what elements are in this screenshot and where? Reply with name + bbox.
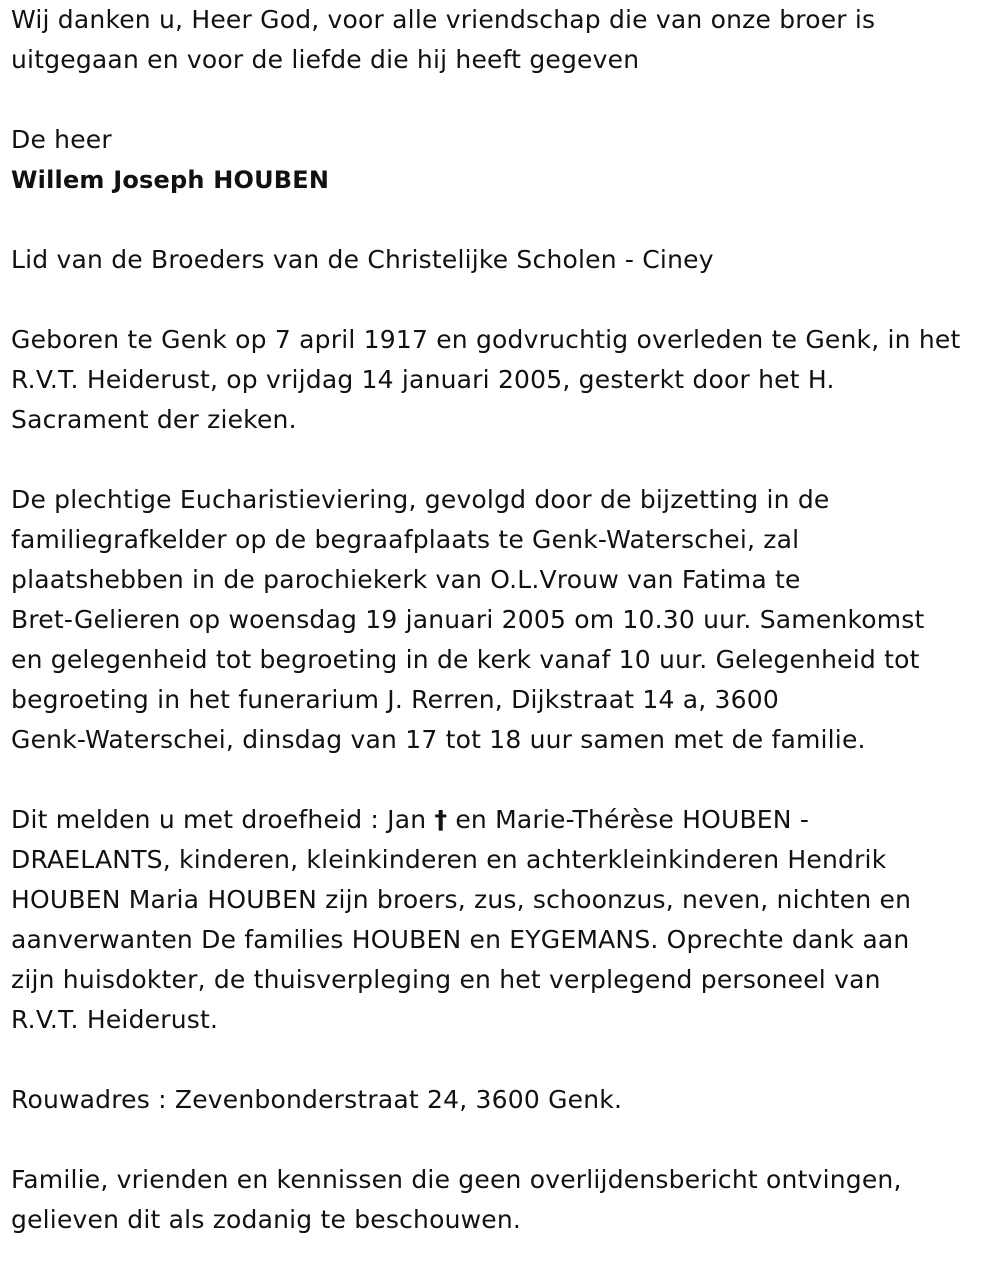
mourning-address: Rouwadres : Zevenbonderstraat 24, 3600 Genk. [11,1085,623,1114]
closing-paragraph [11,1160,991,1240]
ceremony-line: Genk-Waterschei, dinsdag van 17 tot 18 uur samen met de familie. [11,725,866,754]
opening-line: uitgegaan en voor de liefde die hij heeft gegeven [11,45,640,74]
membership-line: Lid van de Broeders van de Christelijke Scholen - Ciney [11,245,714,274]
announcement-text: en Marie-Thérèse HOUBEN - [455,805,810,834]
obituary-document [11,0,991,1240]
announcement-line [11,800,991,840]
birth-death-line: Sacrament der zieken. [11,405,297,434]
birth-death-line: R.V.T. Heiderust, op vrijdag 14 januari 2005, gesterkt door het H. [11,365,835,394]
opening-line: Wij danken u, Heer God, voor alle vriendschap die van onze broer is [11,5,876,34]
announcement-line: zijn huisdokter, de thuisverpleging en het verplegend personeel van [11,965,881,994]
announcement-text: Dit melden u met droefheid : Jan [11,805,427,834]
ceremony-line: familiegrafkelder op de begraafplaats te Genk-Waterschei, zal [11,525,800,554]
salutation: De heer [11,125,112,154]
announcement-line: aanverwanten De families HOUBEN en EYGEMANS. Oprechte dank aan [11,925,910,954]
paragraph-gap [11,200,991,240]
cross-icon: † [434,805,448,834]
announcement-line: DRAELANTS, kinderen, kleinkinderen en achterkleinkinderen Hendrik [11,845,887,874]
paragraph-gap [11,1040,991,1080]
closing-line: Familie, vrienden en kennissen die geen overlijdensbericht ontvingen, [11,1165,902,1194]
ceremony-line: De plechtige Eucharistieviering, gevolgd door de bijzetting in de [11,485,830,514]
paragraph-gap [11,280,991,320]
announcement-line: HOUBEN Maria HOUBEN zijn broers, zus, schoonzus, neven, nichten en [11,885,912,914]
ceremony-line: begroeting in het funerarium J. Rerren, Dijkstraat 14 a, 3600 [11,685,779,714]
birth-death-paragraph [11,320,991,440]
ceremony-paragraph [11,480,991,760]
announcement-line: R.V.T. Heiderust. [11,1005,219,1034]
paragraph-gap [11,1120,991,1160]
paragraph-gap [11,440,991,480]
closing-line: gelieven dit als zodanig te beschouwen. [11,1205,522,1234]
ceremony-line: plaatshebben in de parochiekerk van O.L.Vrouw van Fatima te [11,565,801,594]
announcement-paragraph [11,800,991,1040]
ceremony-line: en gelegenheid tot begroeting in de kerk vanaf 10 uur. Gelegenheid tot [11,645,920,674]
paragraph-gap [11,80,991,120]
deceased-name: Willem Joseph HOUBEN [11,166,330,194]
birth-death-line: Geboren te Genk op 7 april 1917 en godvruchtig overleden te Genk, in het [11,325,961,354]
paragraph-gap [11,760,991,800]
opening-paragraph [11,0,991,80]
ceremony-line: Bret-Gelieren op woensdag 19 januari 2005 om 10.30 uur. Samenkomst [11,605,925,634]
